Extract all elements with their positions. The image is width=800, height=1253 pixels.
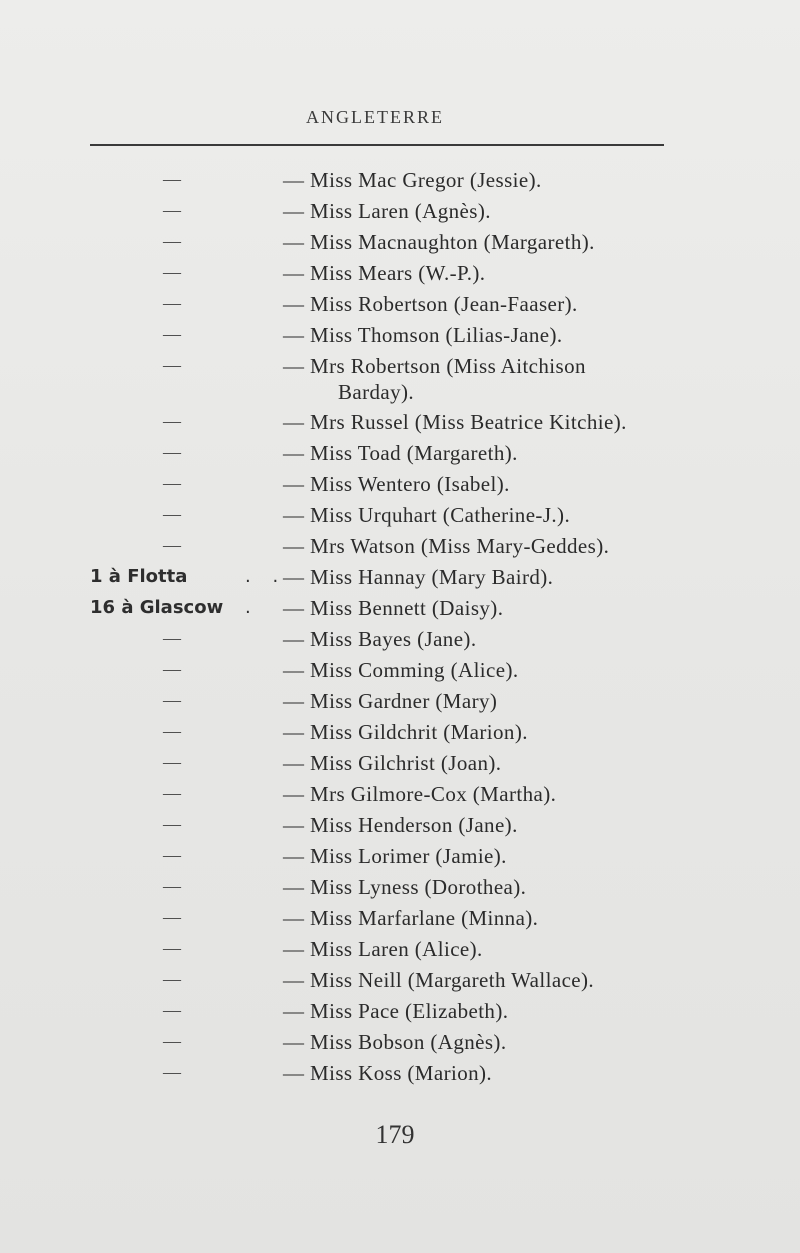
ditto-dash: — bbox=[163, 1062, 181, 1082]
person-entry bbox=[283, 319, 673, 348]
person-entry bbox=[283, 561, 673, 590]
person-entry bbox=[283, 1026, 673, 1055]
place-column bbox=[90, 437, 280, 468]
ditto-dash: — bbox=[163, 200, 181, 220]
ditto-dash: — bbox=[163, 535, 181, 555]
entry-text: — Miss Koss (Marion). bbox=[283, 1061, 493, 1085]
ditto-dash: — bbox=[163, 355, 181, 375]
entry-text: — Miss Bayes (Jane). bbox=[283, 627, 477, 651]
place-column bbox=[90, 840, 280, 871]
person-entry bbox=[283, 716, 673, 745]
person-entry bbox=[283, 654, 673, 683]
entry-text: — Miss Comming (Alice). bbox=[283, 658, 519, 682]
place-column bbox=[90, 964, 280, 995]
list-item bbox=[0, 871, 800, 902]
entry-text: — Miss Wentero (Isabel). bbox=[283, 472, 510, 496]
list-item bbox=[0, 406, 800, 437]
entry-text: — Miss Hannay (Mary Baird). bbox=[283, 565, 554, 589]
entry-list bbox=[0, 164, 800, 1088]
person-entry bbox=[283, 468, 673, 497]
person-entry bbox=[283, 437, 673, 466]
place-label: 1 à Flotta bbox=[90, 566, 188, 587]
person-entry bbox=[283, 406, 673, 435]
person-entry bbox=[283, 164, 673, 193]
place-column bbox=[90, 933, 280, 964]
place-column bbox=[90, 350, 280, 381]
ditto-dash: — bbox=[163, 473, 181, 493]
list-item bbox=[0, 530, 800, 561]
place-column bbox=[90, 716, 280, 747]
entry-text: — Miss Macnaughton (Margareth). bbox=[283, 230, 595, 254]
person-entry bbox=[283, 778, 673, 807]
list-item bbox=[0, 437, 800, 468]
ditto-dash: — bbox=[163, 262, 181, 282]
list-item bbox=[0, 1057, 800, 1088]
person-entry bbox=[283, 195, 673, 224]
entry-text: — Miss Neill (Margareth Wallace). bbox=[283, 968, 595, 992]
list-item bbox=[0, 902, 800, 933]
list-item bbox=[0, 623, 800, 654]
list-item bbox=[0, 933, 800, 964]
entry-text: — Mrs Robertson (Miss Aitchison bbox=[283, 354, 586, 378]
person-entry bbox=[283, 592, 673, 621]
list-item bbox=[0, 995, 800, 1026]
ditto-dash: — bbox=[163, 1031, 181, 1051]
person-entry bbox=[283, 257, 673, 286]
list-item bbox=[0, 350, 800, 406]
person-entry bbox=[283, 685, 673, 714]
entry-text: — Miss Thomson (Lilias-Jane). bbox=[283, 323, 563, 347]
place-label: 16 à Glascow bbox=[90, 597, 224, 618]
ditto-dash: — bbox=[163, 324, 181, 344]
ditto-dash: — bbox=[163, 814, 181, 834]
ditto-dash: — bbox=[163, 411, 181, 431]
person-entry bbox=[283, 933, 673, 962]
place-column bbox=[90, 288, 280, 319]
person-entry bbox=[283, 964, 673, 993]
place-column bbox=[90, 685, 280, 716]
place-column bbox=[90, 1057, 280, 1088]
list-item bbox=[0, 685, 800, 716]
running-title: ANGLETERRE bbox=[306, 107, 444, 127]
ditto-dash: — bbox=[163, 442, 181, 462]
place-column bbox=[90, 654, 280, 685]
ditto-dash: — bbox=[163, 1000, 181, 1020]
place-column bbox=[90, 871, 280, 902]
ditto-dash: — bbox=[163, 783, 181, 803]
place-column bbox=[90, 592, 280, 623]
place-column bbox=[90, 902, 280, 933]
entry-text: — Miss Lorimer (Jamie). bbox=[283, 844, 507, 868]
ditto-dash: — bbox=[163, 876, 181, 896]
entry-continuation: Barday). bbox=[338, 380, 415, 404]
ditto-dash: — bbox=[163, 690, 181, 710]
list-item bbox=[0, 778, 800, 809]
list-item bbox=[0, 195, 800, 226]
entry-text: — Mrs Russel (Miss Beatrice Kitchie). bbox=[283, 410, 627, 434]
place-column bbox=[90, 468, 280, 499]
list-item bbox=[0, 319, 800, 350]
entry-text: — Miss Gildchrit (Marion). bbox=[283, 720, 528, 744]
entry-text: — Miss Marfarlane (Minna). bbox=[283, 906, 539, 930]
ditto-dash: — bbox=[163, 969, 181, 989]
place-column bbox=[90, 561, 287, 592]
person-entry bbox=[283, 350, 673, 405]
person-entry bbox=[283, 499, 673, 528]
entry-text: — Miss Laren (Alice). bbox=[283, 937, 483, 961]
leader-dots: . . bbox=[245, 566, 287, 587]
person-entry bbox=[283, 747, 673, 776]
list-item bbox=[0, 809, 800, 840]
list-item bbox=[0, 964, 800, 995]
list-item bbox=[0, 592, 800, 623]
page-number: 179 bbox=[375, 1120, 415, 1149]
place-column bbox=[90, 257, 280, 288]
place-column bbox=[90, 195, 280, 226]
leader-dots: . bbox=[245, 597, 259, 618]
person-entry bbox=[283, 530, 673, 559]
place-column bbox=[90, 623, 280, 654]
ditto-dash: — bbox=[163, 504, 181, 524]
list-item bbox=[0, 1026, 800, 1057]
entry-text: — Miss Gardner (Mary) bbox=[283, 689, 498, 713]
list-item bbox=[0, 257, 800, 288]
place-column bbox=[90, 499, 280, 530]
place-column bbox=[90, 319, 280, 350]
list-item bbox=[0, 561, 800, 592]
person-entry bbox=[283, 288, 673, 317]
entry-text: — Miss Toad (Margareth). bbox=[283, 441, 518, 465]
entry-text: — Miss Henderson (Jane). bbox=[283, 813, 518, 837]
entry-text: — Miss Bennett (Daisy). bbox=[283, 596, 504, 620]
place-column bbox=[90, 164, 280, 195]
person-entry bbox=[283, 809, 673, 838]
ditto-dash: — bbox=[163, 628, 181, 648]
place-column bbox=[90, 1026, 280, 1057]
entry-text: — Miss Robertson (Jean-Faaser). bbox=[283, 292, 578, 316]
list-item bbox=[0, 288, 800, 319]
ditto-dash: — bbox=[163, 293, 181, 313]
header-rule bbox=[90, 144, 664, 146]
place-column bbox=[90, 778, 280, 809]
ditto-dash: — bbox=[163, 169, 181, 189]
entry-text: — Miss Bobson (Agnès). bbox=[283, 1030, 507, 1054]
list-item bbox=[0, 716, 800, 747]
place-column bbox=[90, 530, 280, 561]
list-item bbox=[0, 840, 800, 871]
list-item bbox=[0, 226, 800, 257]
list-item bbox=[0, 747, 800, 778]
list-item bbox=[0, 164, 800, 195]
person-entry bbox=[283, 226, 673, 255]
ditto-dash: — bbox=[163, 907, 181, 927]
place-column bbox=[90, 747, 280, 778]
entry-text: — Miss Pace (Elizabeth). bbox=[283, 999, 509, 1023]
person-entry bbox=[283, 623, 673, 652]
ditto-dash: — bbox=[163, 938, 181, 958]
list-item bbox=[0, 499, 800, 530]
place-column bbox=[90, 995, 280, 1026]
entry-text: — Miss Gilchrist (Joan). bbox=[283, 751, 502, 775]
entry-text: — Miss Urquhart (Catherine-J.). bbox=[283, 503, 571, 527]
person-entry bbox=[283, 995, 673, 1024]
entry-text: — Miss Laren (Agnès). bbox=[283, 199, 491, 223]
place-column bbox=[90, 226, 280, 257]
ditto-dash: — bbox=[163, 752, 181, 772]
entry-text: — Miss Mears (W.-P.). bbox=[283, 261, 486, 285]
person-entry bbox=[283, 1057, 673, 1086]
person-entry bbox=[283, 902, 673, 931]
ditto-dash: — bbox=[163, 231, 181, 251]
entry-text: — Mrs Watson (Miss Mary-Geddes). bbox=[283, 534, 610, 558]
list-item bbox=[0, 654, 800, 685]
person-entry bbox=[283, 871, 673, 900]
ditto-dash: — bbox=[163, 721, 181, 741]
entry-text: — Mrs Gilmore-Cox (Martha). bbox=[283, 782, 557, 806]
place-column bbox=[90, 809, 280, 840]
entry-text: — Miss Lyness (Dorothea). bbox=[283, 875, 527, 899]
person-entry bbox=[283, 840, 673, 869]
ditto-dash: — bbox=[163, 659, 181, 679]
list-item bbox=[0, 468, 800, 499]
place-column bbox=[90, 406, 280, 437]
entry-text: — Miss Mac Gregor (Jessie). bbox=[283, 168, 542, 192]
ditto-dash: — bbox=[163, 845, 181, 865]
